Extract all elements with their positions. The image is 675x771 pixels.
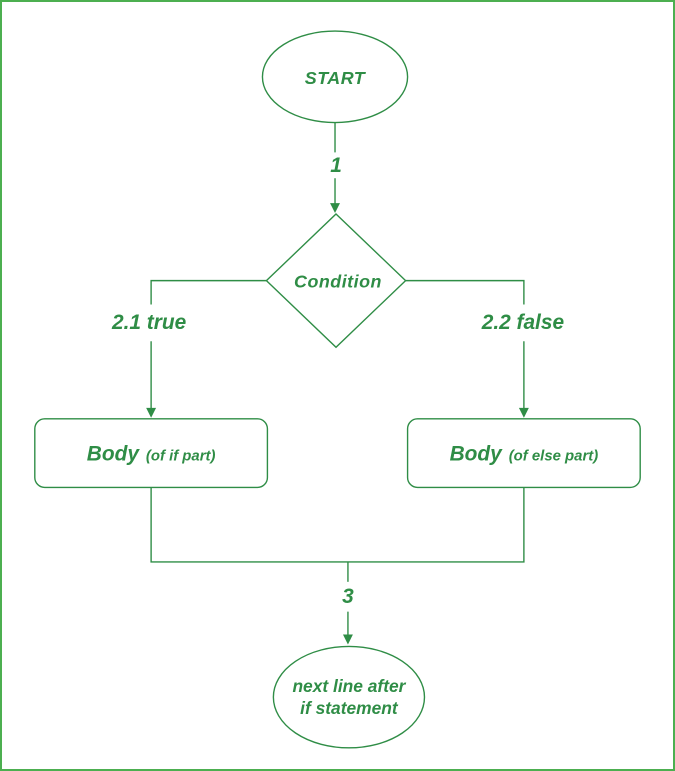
merge-connector xyxy=(151,487,524,562)
edge-true-branch-top xyxy=(151,281,266,305)
condition-node-label: Condition xyxy=(294,271,382,292)
end-node-label-line2: if statement xyxy=(300,698,398,719)
body-else-sub-text: (of else part) xyxy=(508,448,599,465)
edge-false-branch-top xyxy=(406,281,524,305)
body-else-main-text: Body xyxy=(449,442,502,466)
arrowhead-body-if xyxy=(146,408,156,418)
body-if-sub-text: (of if part) xyxy=(145,448,216,465)
edge-label-1: 1 xyxy=(330,153,342,177)
edge-label-false: 2.2 false xyxy=(481,310,565,334)
arrowhead-end xyxy=(343,635,353,645)
edge-label-3: 3 xyxy=(342,585,354,609)
arrowhead-condition xyxy=(330,203,340,213)
start-node-label: START xyxy=(304,67,366,88)
end-node-label-line1: next line after xyxy=(292,676,406,697)
body-if-main-text: Body xyxy=(86,442,139,466)
flowchart-svg xyxy=(2,2,673,769)
arrowhead-body-else xyxy=(519,408,529,418)
edge-label-true: 2.1 true xyxy=(112,310,187,334)
